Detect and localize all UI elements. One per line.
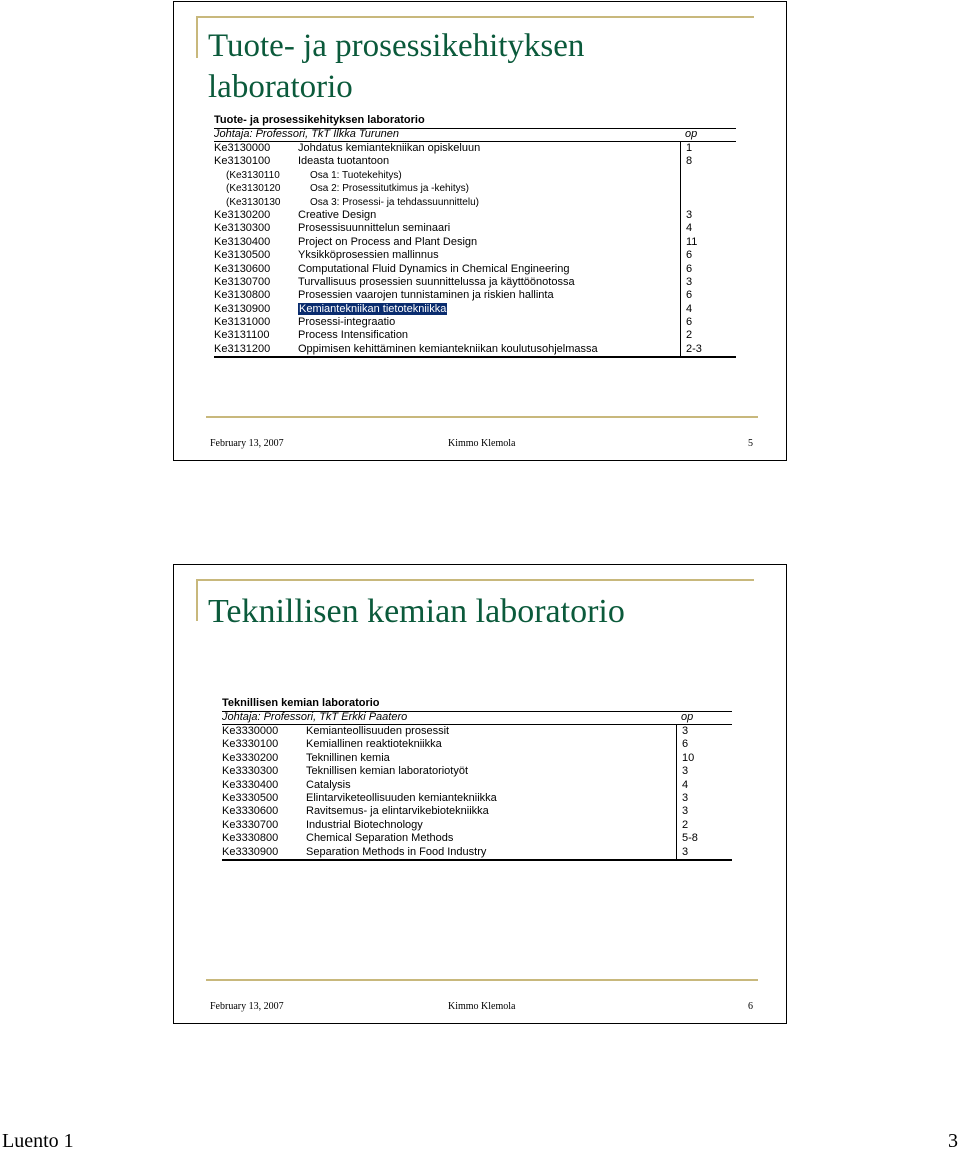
course-code: Ke3330300 (222, 765, 279, 778)
table-row (214, 155, 736, 168)
course-name-text: Elintarviketeollisuuden kemiantekniikka (306, 791, 497, 804)
course-name-text: Separation Methods in Food Industry (306, 845, 487, 858)
course-name (298, 222, 680, 235)
table-heading: Teknillisen kemian laboratorio (222, 697, 380, 709)
table-row (214, 236, 736, 249)
table-row (222, 832, 732, 845)
director-label: Johtaja: Professori, TkT Ilkka Turunen (214, 128, 400, 141)
course-name-text: Osa 2: Prosessitutkimus ja -kehitys) (310, 183, 469, 195)
course-name-text: Chemical Separation Methods (306, 832, 454, 845)
course-credits: 3 (676, 805, 732, 818)
course-credits: 3 (676, 725, 732, 738)
course-name (298, 155, 680, 168)
course-code: Ke3330600 (222, 805, 279, 818)
table-row (214, 343, 736, 356)
course-code: (Ke3130110 (226, 169, 280, 181)
credits-header: op (685, 128, 698, 141)
course-code: Ke3330900 (222, 845, 279, 858)
course-name-text: Computational Fluid Dynamics in Chemical Engineering (298, 262, 570, 275)
table-bottom-rule (214, 356, 736, 358)
course-name (306, 752, 676, 765)
course-credits: 3 (676, 765, 732, 778)
footer-page-number: 5 (748, 438, 753, 449)
table-header-row (222, 711, 732, 725)
course-name-text: Oppimisen kehittäminen kemiantekniikan koulutusohjelmassa (298, 342, 598, 355)
course-name-text: Kemianteollisuuden prosessit (306, 725, 450, 737)
slide-6 (173, 564, 787, 1024)
course-credits: 6 (676, 738, 732, 751)
course-name (298, 209, 680, 222)
course-name-text: Creative Design (298, 208, 377, 221)
course-code: Ke3330200 (222, 751, 279, 764)
course-credits: 3 (680, 276, 736, 289)
slide-title (208, 591, 625, 632)
slide-5 (173, 1, 787, 461)
course-name (298, 182, 680, 195)
table-row (222, 805, 732, 818)
course-code: Ke3130400 (214, 235, 271, 248)
table-row (214, 276, 736, 289)
course-name-text: Prosessisuunnittelun seminaari (298, 222, 451, 235)
course-credits: 10 (676, 752, 732, 765)
table-row (222, 792, 732, 805)
course-code: Ke3330100 (222, 738, 279, 751)
course-code: (Ke3130120 (226, 183, 281, 195)
course-code: Ke3130500 (214, 249, 271, 262)
course-name-text: Teknillisen kemian laboratoriotyöt (306, 765, 469, 778)
course-code: Ke3330800 (222, 832, 279, 845)
credits-header: op (681, 711, 694, 724)
table-row (214, 249, 736, 262)
course-credits: 3 (676, 792, 732, 805)
course-credits: 4 (680, 303, 736, 316)
table-row (214, 316, 736, 329)
course-credits: 2-3 (680, 343, 736, 356)
table-row (214, 209, 736, 222)
course-code: Ke3130600 (214, 262, 271, 275)
course-name-text: Project on Process and Plant Design (298, 235, 478, 248)
table-row (214, 196, 736, 209)
footer-date: February 13, 2007 (210, 438, 284, 449)
table-row (222, 819, 732, 832)
course-name (306, 846, 676, 859)
course-name (298, 236, 680, 249)
table-row (222, 846, 732, 859)
table-row (222, 738, 732, 751)
course-name-text: Osa 1: Tuotekehitys) (310, 169, 402, 181)
course-code: Ke3130000 (214, 142, 271, 154)
course-name-text: Teknillinen kemia (306, 751, 390, 764)
course-name (298, 169, 680, 182)
course-credits: 3 (680, 209, 736, 222)
course-table (214, 114, 736, 358)
course-name (298, 196, 680, 209)
table-body (214, 142, 736, 356)
table-row (214, 263, 736, 276)
table-bottom-rule (222, 859, 732, 861)
course-table (222, 697, 732, 861)
course-name-text: Catalysis (306, 778, 351, 791)
table-row (222, 725, 732, 738)
table-row (222, 765, 732, 778)
course-name (298, 343, 680, 356)
course-code: Ke3130100 (214, 155, 271, 168)
table-row (214, 222, 736, 235)
slide-title-line-1: Tuote- ja prosessikehityksen (208, 28, 585, 64)
course-name (306, 725, 676, 738)
course-name-text: Ideasta tuotantoon (298, 155, 390, 168)
title-accent-bar (196, 16, 198, 58)
course-credits: 6 (680, 316, 736, 329)
course-credits (680, 169, 736, 182)
slide-title-line-1: Teknillisen kemian laboratorio (208, 593, 625, 630)
course-credits (680, 182, 736, 195)
director-label: Johtaja: Professori, TkT Erkki Paatero (222, 711, 408, 724)
title-accent-rule (196, 16, 754, 18)
course-name-text: Prosessi-integraatio (298, 316, 396, 329)
table-heading: Tuote- ja prosessikehityksen laboratorio (214, 114, 425, 126)
course-credits: 11 (680, 236, 736, 249)
slide-title (208, 26, 584, 108)
course-name-text: Industrial Biotechnology (306, 818, 423, 831)
course-credits: 4 (676, 779, 732, 792)
document-footer-title: Luento 1 (2, 1130, 74, 1152)
document-page-number: 3 (948, 1130, 958, 1152)
course-code: Ke3131100 (214, 329, 270, 342)
table-header-row (214, 128, 736, 142)
course-credits: 4 (680, 222, 736, 235)
course-name (306, 832, 676, 845)
footer-page-number: 6 (748, 1001, 753, 1012)
table-row (214, 142, 736, 155)
course-name (298, 263, 680, 276)
course-credits: 8 (680, 155, 736, 168)
course-code: (Ke3130130 (226, 196, 281, 208)
table-row (214, 329, 736, 342)
course-credits: 1 (680, 142, 736, 155)
footer-date: February 13, 2007 (210, 1001, 284, 1012)
course-code: Ke3330500 (222, 791, 279, 804)
course-name (306, 765, 676, 778)
course-name-text: Osa 3: Prosessi- ja tehdassuunnittelu) (310, 196, 479, 208)
course-code: Ke3130800 (214, 289, 271, 302)
course-code: Ke3330000 (222, 725, 279, 737)
course-credits: 2 (680, 329, 736, 342)
table-body (222, 725, 732, 859)
slide-title-line-2: laboratorio (208, 69, 353, 105)
course-name (298, 303, 680, 316)
course-name-text: Prosessien vaarojen tunnistaminen ja riskien hallinta (298, 289, 554, 302)
table-row (222, 752, 732, 765)
course-name (306, 792, 676, 805)
course-name-text: Process Intensification (298, 329, 409, 342)
course-name (306, 779, 676, 792)
course-name-text: Kemiantekniikan tietotekniikka (299, 302, 447, 315)
course-name-text: Yksikköprosessien mallinnus (298, 249, 439, 262)
course-name-text: Ravitsemus- ja elintarvikebiotekniikka (306, 805, 489, 818)
table-row (214, 303, 736, 316)
course-credits: 5-8 (676, 832, 732, 845)
course-name (306, 819, 676, 832)
course-code: Ke3130300 (214, 222, 271, 235)
course-name-text: Turvallisuus prosessien suunnittelussa ja käyttöönotossa (298, 275, 575, 288)
course-name (298, 276, 680, 289)
course-code: Ke3130900 (214, 302, 271, 315)
title-accent-bar (196, 579, 198, 621)
course-credits: 6 (680, 263, 736, 276)
footer-author: Kimmo Klemola (448, 438, 516, 449)
table-row (214, 289, 736, 302)
course-code: Ke3130700 (214, 275, 271, 288)
footer-rule (206, 979, 758, 981)
course-credits: 2 (676, 819, 732, 832)
course-credits: 6 (680, 249, 736, 262)
footer-author: Kimmo Klemola (448, 1001, 516, 1012)
course-credits: 6 (680, 289, 736, 302)
footer-rule (206, 416, 758, 418)
course-code: Ke3131200 (214, 342, 271, 355)
course-code: Ke3330700 (222, 818, 279, 831)
course-name (298, 289, 680, 302)
course-name-text: Kemiallinen reaktiotekniikka (306, 738, 442, 751)
course-name (298, 329, 680, 342)
table-row (214, 182, 736, 195)
title-accent-rule (196, 579, 754, 581)
course-credits: 3 (676, 846, 732, 859)
course-name (298, 142, 680, 155)
course-name (298, 249, 680, 262)
course-code: Ke3131000 (214, 316, 271, 329)
course-code: Ke3130200 (214, 208, 271, 221)
table-row (214, 169, 736, 182)
course-name (298, 316, 680, 329)
course-credits (680, 196, 736, 209)
course-name (306, 738, 676, 751)
course-name-text: Johdatus kemiantekniikan opiskeluun (298, 142, 481, 154)
table-row (222, 779, 732, 792)
course-code: Ke3330400 (222, 778, 279, 791)
course-name (306, 805, 676, 818)
